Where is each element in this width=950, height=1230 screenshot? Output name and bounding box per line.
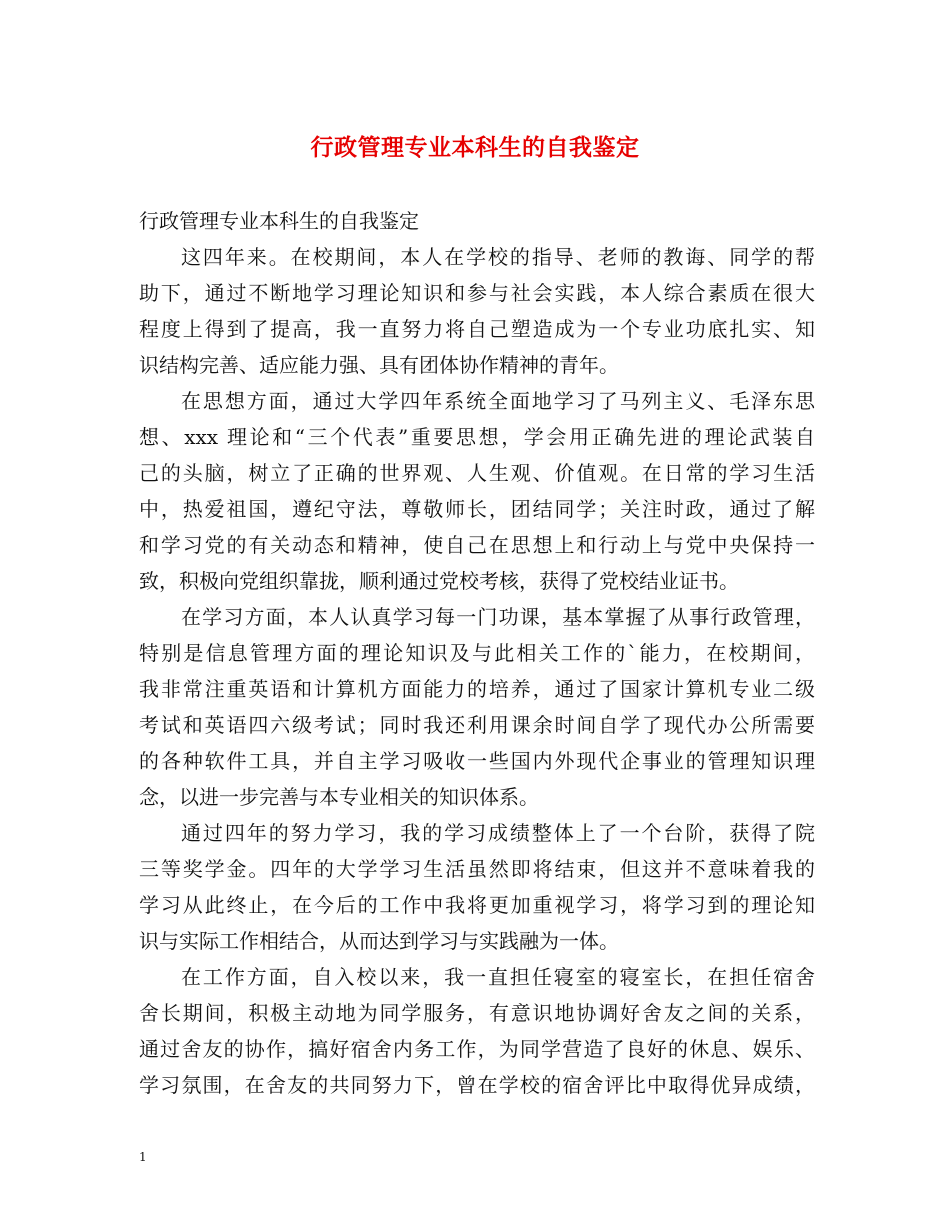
paragraph-3 — [139, 599, 815, 815]
paragraph-line: 程度上得到了提高，我一直努力将自己塑造成为一个专业功底扎实、知 — [139, 317, 815, 341]
paragraph-line: 三等奖学金。四年的大学学习生活虽然即将结束，但这并不意味着我的 — [139, 857, 815, 881]
paragraph-line: 我非常注重英语和计算机方面能力的培养，通过了国家计算机专业二级 — [139, 677, 815, 701]
paragraph-line: 识结构完善、适应能力强、具有团体协作精神的青年。 — [139, 353, 619, 377]
document-subtitle: 行政管理专业本科生的自我鉴定 — [139, 209, 419, 233]
paragraph-line: 的各种软件工具，并自主学习吸收一些国内外现代企事业的管理知识理 — [139, 749, 815, 773]
paragraph-line: 这四年来。在校期间，本人在学校的指导、老师的教诲、同学的帮 — [181, 245, 815, 269]
paragraph-line: 在思想方面，通过大学四年系统全面地学习了马列主义、毛泽东思 — [181, 389, 815, 413]
paragraph-line: 中，热爱祖国，遵纪守法，尊敬师长，团结同学；关注时政，通过了解 — [139, 497, 815, 521]
paragraph-line: 和学习党的有关动态和精神，使自己在思想上和行动上与党中央保持一 — [139, 533, 815, 557]
paragraph-line: 舍长期间，积极主动地为同学服务，有意识地协调好舍友之间的关系， — [139, 1001, 815, 1025]
paragraph-line: 致，积极向党组织靠拢，顺利通过党校考核，获得了党校结业证书。 — [139, 569, 739, 593]
paragraph-line: 特别是信息管理方面的理论知识及与此相关工作的`能力，在校期间， — [139, 641, 815, 665]
paragraph-5 — [139, 959, 815, 1103]
document-title: 行政管理专业本科生的自我鉴定 — [310, 134, 640, 161]
paragraph-line: 想、xxx 理论和“三个代表”重要思想，学会用正确先进的理论武装自 — [139, 425, 815, 449]
paragraph-line: 通过舍友的协作，搞好宿舍内务工作，为同学营造了良好的休息、娱乐、 — [139, 1037, 815, 1061]
paragraph-1 — [139, 239, 815, 383]
paragraph-4 — [139, 815, 815, 959]
paragraph-line: 通过四年的努力学习，我的学习成绩整体上了一个台阶，获得了院 — [181, 821, 815, 845]
paragraph-2 — [139, 383, 815, 599]
paragraph-line: 学习氛围，在舍友的共同努力下，曾在学校的宿舍评比中取得优异成绩， — [139, 1073, 815, 1097]
document-body — [139, 203, 815, 1103]
paragraph-line: 助下，通过不断地学习理论知识和参与社会实践，本人综合素质在很大 — [139, 281, 815, 305]
paragraph-line: 识与实际工作相结合，从而达到学习与实践融为一体。 — [139, 929, 619, 953]
paragraph-line: 在工作方面，自入校以来，我一直担任寝室的寝室长，在担任宿舍 — [181, 965, 815, 989]
paragraph-line: 念，以进一步完善与本专业相关的知识体系。 — [139, 785, 539, 809]
paragraph-line: 己的头脑，树立了正确的世界观、人生观、价值观。在日常的学习生活 — [139, 461, 815, 485]
paragraph-line: 学习从此终止，在今后的工作中我将更加重视学习，将学习到的理论知 — [139, 893, 815, 917]
paragraph-line: 在学习方面，本人认真学习每一门功课，基本掌握了从事行政管理， — [181, 605, 815, 629]
paragraph-line: 考试和英语四六级考试；同时我还利用课余时间自学了现代办公所需要 — [139, 713, 815, 737]
page-number: 1 — [139, 1150, 147, 1164]
